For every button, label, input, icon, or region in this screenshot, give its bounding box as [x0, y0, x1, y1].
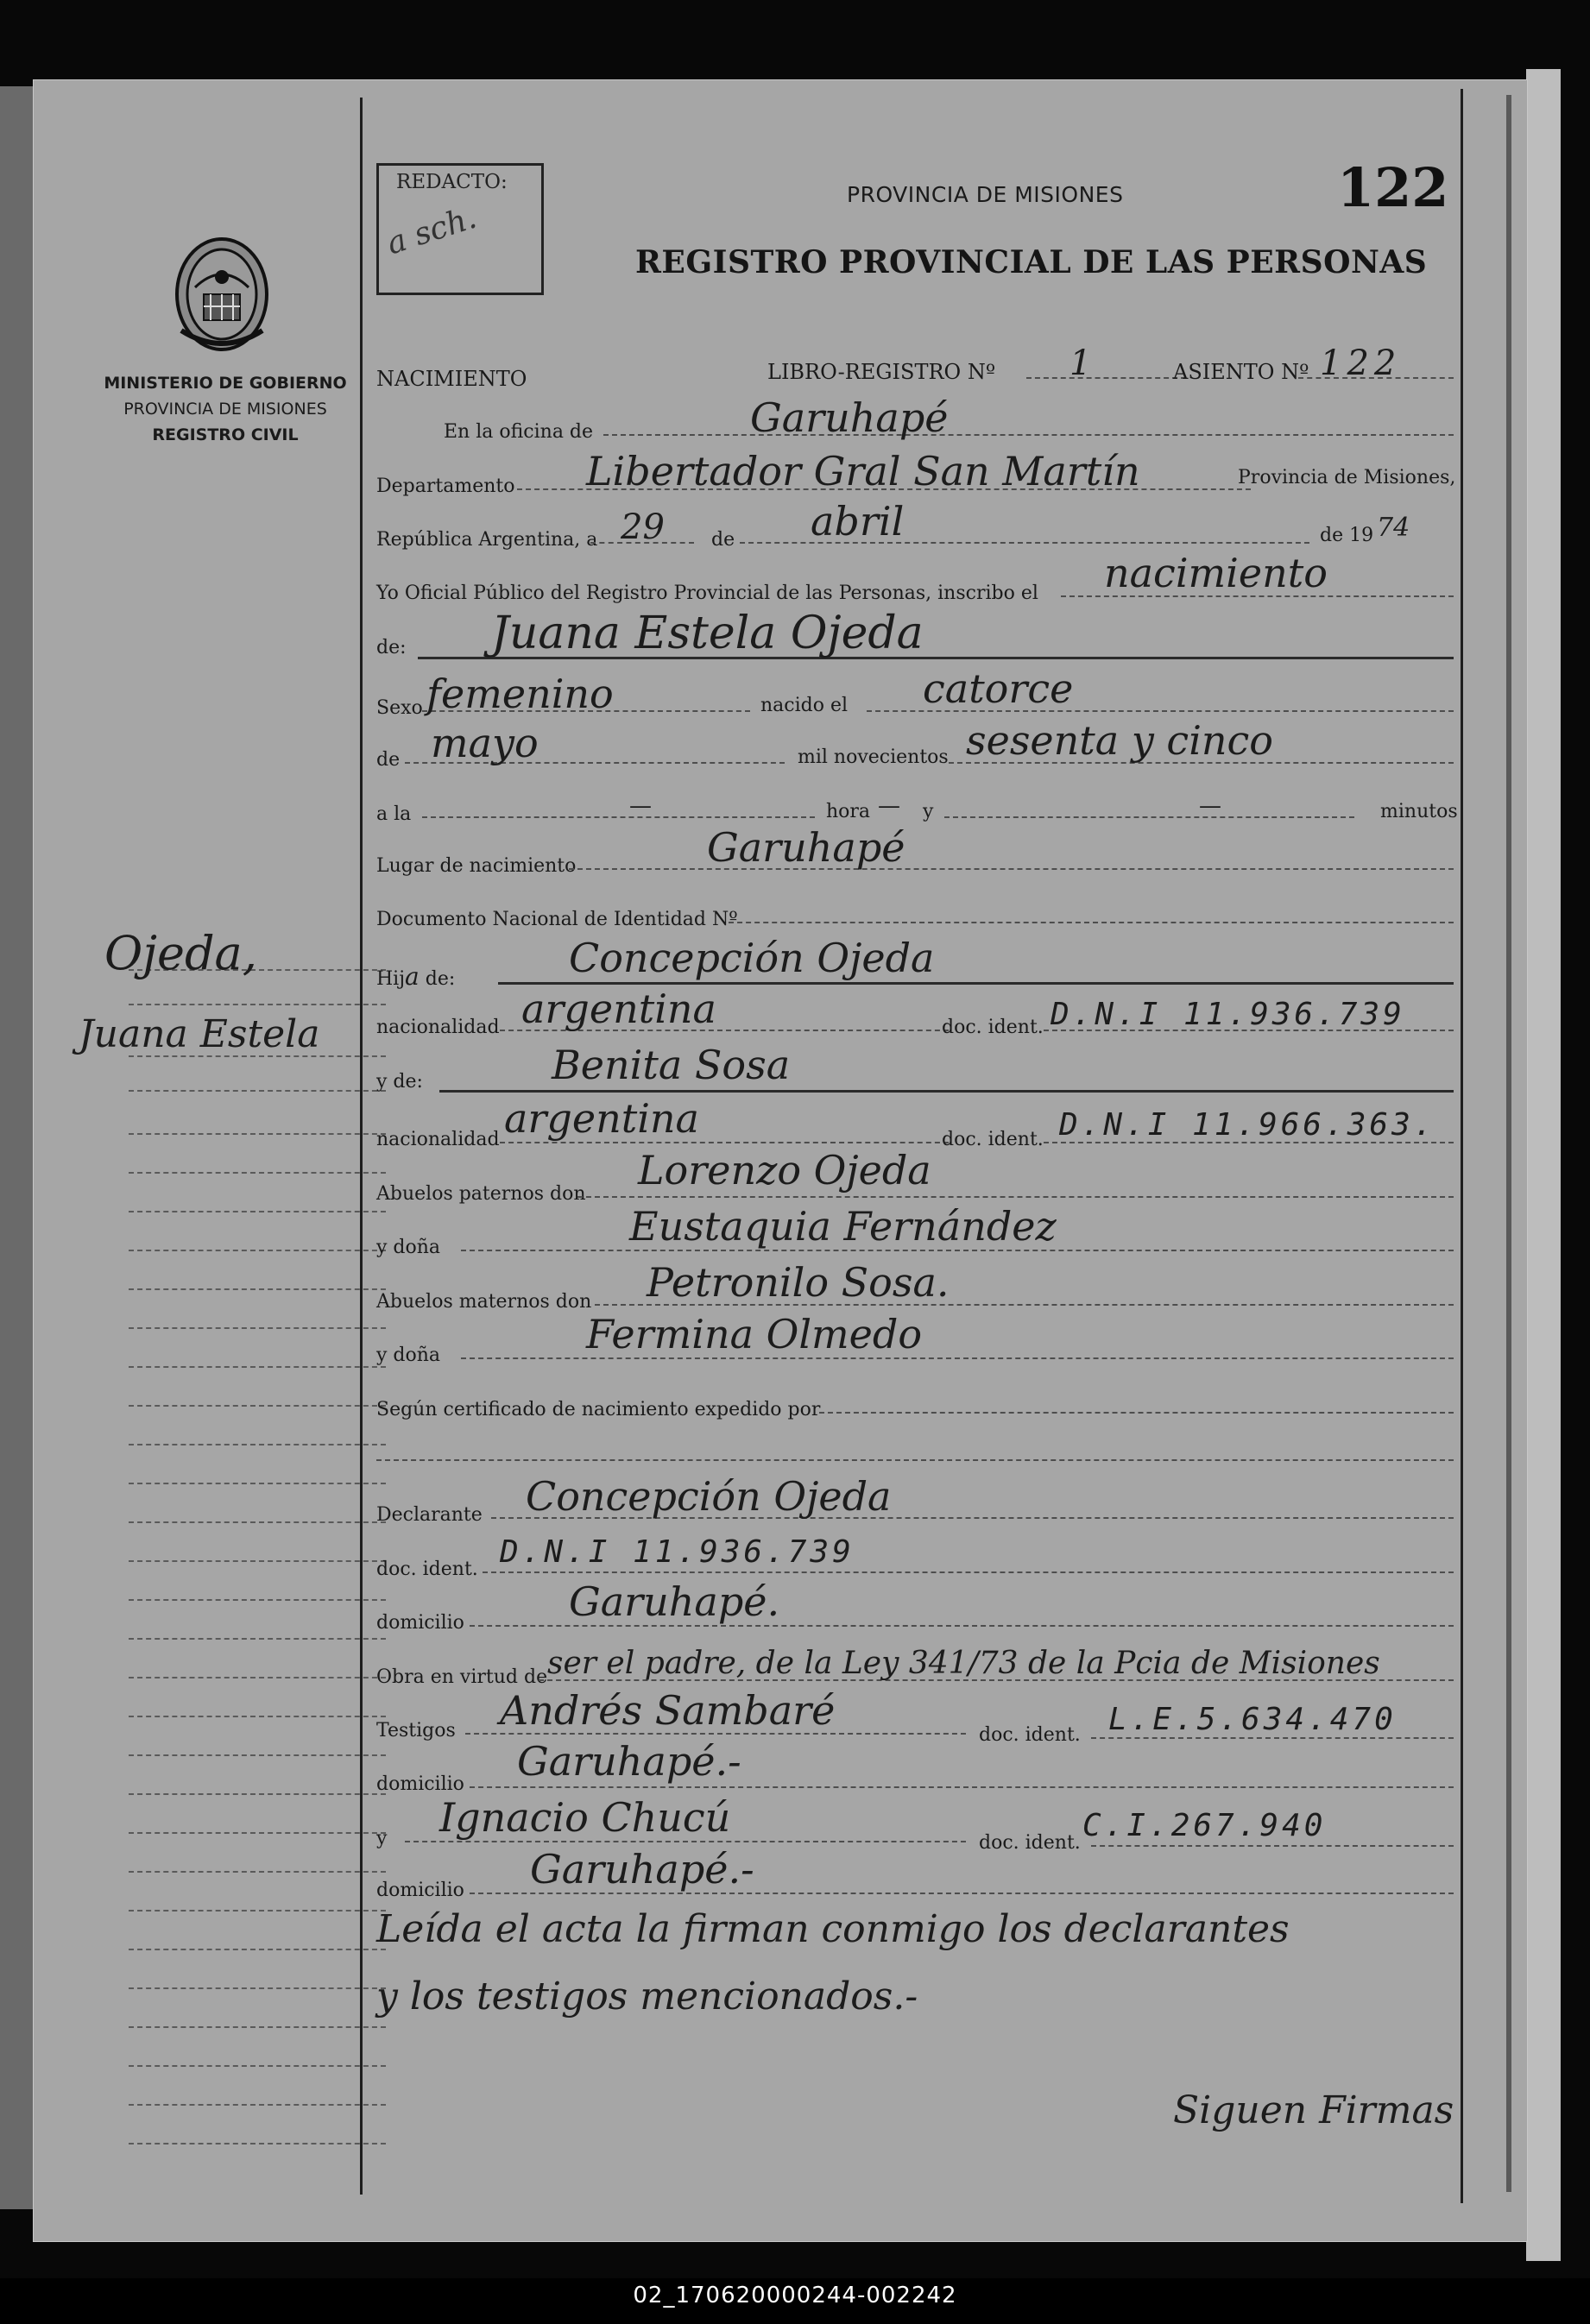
mother-name-value: Concepción Ojeda — [569, 935, 935, 981]
redacto-label: REDACTO: — [396, 171, 508, 193]
doc-2-label: doc. ident. — [942, 1129, 1044, 1150]
domicilio-2-value: Garuhapé.- — [517, 1738, 741, 1785]
sexo-value: femenino — [426, 671, 614, 717]
doc-1-value: D.N.I 11.936.739 — [1051, 997, 1405, 1032]
day-value: 29 — [621, 507, 665, 547]
ydona-1-line — [461, 1250, 1454, 1251]
de-name-label: de: — [376, 637, 407, 658]
mil-label: mil novecientos — [798, 746, 949, 768]
margin-divider — [360, 98, 363, 2195]
abuelo-paterno-value: Lorenzo Ojeda — [638, 1147, 931, 1193]
libro-label: LIBRO-REGISTRO Nº — [767, 360, 996, 384]
declarante-label: Declarante — [376, 1504, 483, 1526]
oficina-line — [603, 434, 1454, 436]
margin-given-names: Juana Estela — [79, 1012, 320, 1056]
hija-prefix: Hij — [376, 968, 406, 990]
month-value: abril — [811, 498, 905, 545]
min-line — [944, 816, 1354, 818]
domicilio-1-value: Garuhapé. — [569, 1578, 780, 1625]
redacto-box — [376, 163, 544, 295]
domicilio-1-label: domicilio — [376, 1612, 464, 1634]
testigos-label: Testigos — [376, 1720, 456, 1741]
second-parent-value: Benita Sosa — [552, 1042, 791, 1088]
lugar-label: Lugar de nacimiento — [376, 855, 577, 877]
oficina-value: Garuhapé — [750, 394, 949, 441]
libro-value: 1 — [1069, 343, 1092, 383]
provincia-label: Provincia de Misiones, — [1238, 467, 1456, 488]
ala-line — [422, 816, 815, 818]
segun-label: Según certificado de nacimiento expedido por — [376, 1399, 821, 1420]
hora-value: — — [878, 793, 900, 819]
nacionalidad-2-label: nacionalidad — [376, 1129, 500, 1150]
minutos-label: minutos — [1380, 801, 1458, 822]
doc-3-label: doc. ident. — [376, 1559, 478, 1580]
domicilio-1-line — [470, 1625, 1454, 1627]
segun-line-2 — [376, 1459, 1454, 1461]
oficina-label: En la oficina de — [444, 421, 594, 443]
y-label: y — [923, 801, 934, 822]
libro-line — [1026, 377, 1186, 379]
declarante-value: Concepción Ojeda — [526, 1473, 892, 1520]
doc-3-value: D.N.I 11.936.739 — [500, 1534, 855, 1570]
siguen-firmas: Siguen Firmas — [1173, 2088, 1454, 2132]
mother-line — [498, 982, 1454, 985]
hija-label — [376, 962, 455, 991]
ala-label: a la — [376, 803, 412, 825]
abuelos-paternos-label: Abuelos paternos don — [376, 1183, 586, 1205]
hija-suffix: a — [405, 962, 420, 991]
nacionalidad-2-line — [500, 1142, 949, 1143]
oficial-value: nacimiento — [1104, 550, 1328, 596]
nacido-label: nacido el — [760, 695, 849, 716]
abuelos-maternos-label: Abuelos maternos don — [376, 1291, 592, 1313]
child-name-value: Juana Estela Ojeda — [491, 608, 924, 659]
obra-value: ser el padre, de la Ley 341/73 de la Pcia de Misiones — [547, 1646, 1380, 1681]
doc-4-label: doc. ident. — [979, 1724, 1081, 1746]
province-title: PROVINCIA DE MISIONES — [847, 182, 1124, 207]
yde-label: y de: — [376, 1071, 423, 1093]
ministry-province-line: PROVINCIA DE MISIONES — [123, 400, 327, 419]
dni-label: Documento Nacional de Identidad Nº — [376, 909, 738, 930]
abuelos-paternos-line — [577, 1196, 1454, 1198]
hora-label: hora — [826, 801, 871, 822]
right-rule — [1461, 89, 1463, 2203]
min-value: — — [1199, 793, 1221, 819]
year-label: de 19 — [1320, 525, 1374, 546]
abuela-materna-value: Fermina Olmedo — [586, 1311, 923, 1357]
dni-line — [729, 922, 1454, 923]
de-label: de — [711, 529, 735, 551]
ala-value: — — [629, 793, 652, 819]
departamento-label: Departamento — [376, 476, 515, 497]
domicilio-2-line — [470, 1786, 1454, 1788]
abuela-paterna-value: Eustaquia Fernández — [629, 1203, 1057, 1250]
testigo-2-line — [405, 1841, 966, 1842]
ydona-1-label: y doña — [376, 1237, 441, 1258]
nacionalidad-1-value: argentina — [521, 986, 716, 1032]
doc-4-value: L.E.5.634.470 — [1108, 1702, 1397, 1737]
domicilio-3-line — [470, 1893, 1454, 1894]
image-caption: 02_170620000244-002242 — [633, 2283, 957, 2308]
obra-label: Obra en virtud de — [376, 1666, 548, 1688]
nacionalidad-2-value: argentina — [504, 1095, 699, 1142]
mil-value: sesenta y cinco — [966, 717, 1273, 764]
domicilio-3-value: Garuhapé.- — [530, 1846, 754, 1893]
oficial-label: Yo Oficial Público del Registro Provincial de las Personas, inscribo el — [376, 583, 1038, 604]
hija-de-label: de: — [425, 968, 456, 990]
lugar-line — [569, 868, 1454, 870]
ministry-line: MINISTERIO DE GOBIERNO — [104, 374, 347, 393]
testigo-1-value: Andrés Sambaré — [500, 1687, 836, 1734]
sexo-label: Sexo — [376, 697, 423, 719]
section-label: NACIMIENTO — [376, 367, 527, 391]
second-parent-line — [439, 1090, 1454, 1093]
lugar-value: Garuhapé — [707, 824, 905, 871]
abuelo-materno-value: Petronilo Sosa. — [647, 1259, 950, 1306]
book-right-edge — [1526, 69, 1561, 2261]
republica-label: República Argentina, a — [376, 529, 598, 551]
registry-title: REGISTRO PROVINCIAL DE LAS PERSONAS — [635, 244, 1428, 280]
nacionalidad-1-label: nacionalidad — [376, 1017, 500, 1038]
ydona-2-line — [461, 1357, 1454, 1359]
asiento-label: ASIENTO Nº — [1173, 360, 1309, 384]
nacido-value: catorce — [923, 665, 1074, 712]
page-number: 122 — [1337, 156, 1449, 219]
closing-line-2: y los testigos mencionados.- — [376, 1974, 918, 2019]
de-month-label: de — [376, 749, 401, 771]
closing-line-1: Leída el acta la firman conmigo los declarantes — [376, 1907, 1290, 1951]
testigo-2-value: Ignacio Chucú — [439, 1794, 731, 1841]
book-gutter-line — [1506, 95, 1511, 2192]
y-testigo-label: y — [376, 1828, 388, 1849]
redacto-note: a sch. — [382, 199, 481, 262]
ministry-registry-line: REGISTRO CIVIL — [152, 425, 299, 444]
margin-surname: Ojeda, — [104, 926, 257, 980]
departamento-value: Libertador Gral San Martín — [586, 448, 1140, 494]
segun-line — [819, 1412, 1454, 1414]
year-value: 74 — [1377, 513, 1410, 543]
asiento-value: 122 — [1320, 343, 1402, 383]
doc-2-value: D.N.I 11.966.363. — [1059, 1107, 1436, 1143]
register-page — [33, 79, 1528, 2242]
book-left-edge — [0, 86, 35, 2209]
domicilio-3-label: domicilio — [376, 1880, 464, 1901]
doc-5-label: doc. ident. — [979, 1832, 1081, 1854]
domicilio-2-label: domicilio — [376, 1773, 464, 1795]
ministry-block — [96, 370, 355, 448]
doc-1-label: doc. ident. — [942, 1017, 1044, 1038]
provincial-crest-icon — [169, 227, 274, 356]
birth-month-value: mayo — [431, 720, 539, 766]
doc-5-value: C.I.267.940 — [1082, 1808, 1327, 1843]
ydona-2-label: y doña — [376, 1345, 441, 1366]
